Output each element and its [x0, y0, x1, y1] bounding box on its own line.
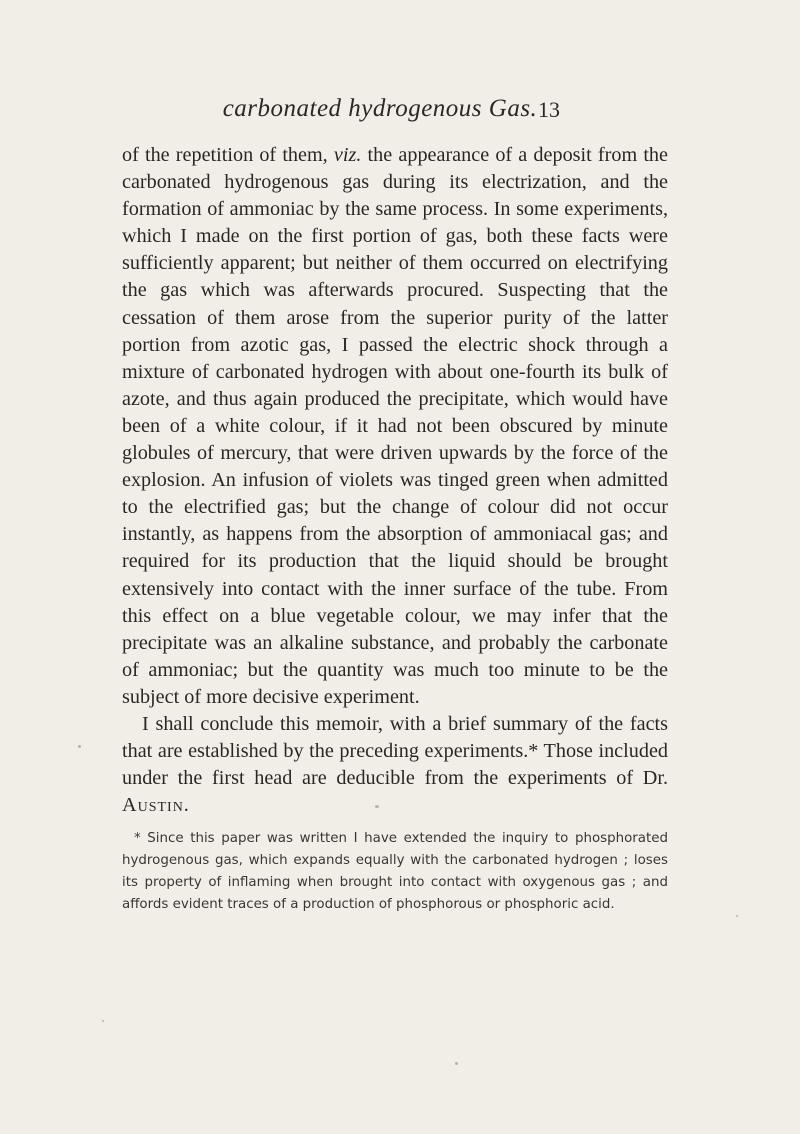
paper-speck — [375, 805, 379, 808]
page-number: 13 — [538, 97, 560, 122]
body-text — [122, 142, 668, 819]
paragraph-1-start: of the repetition of them, — [122, 144, 334, 166]
paragraph-1 — [122, 142, 668, 711]
paper-speck — [736, 915, 738, 917]
viz-abbreviation: viz. — [333, 144, 362, 166]
running-head-title: carbonated hydrogenous Gas. — [222, 95, 538, 122]
paper-speck — [78, 745, 81, 748]
paragraph-1-rest: the appearance of a deposit from the carbonated hydrogenous gas during its electrization, and the formation of ammoniac by the same process. In some experiments, which I made on the first portion of gas, both these facts were sufficiently apparent; but neither of them occurred on electrifying the gas which was afterwards procured. Suspecting that the cessation of them arose from the superior purity of the latter portion from azotic gas, I passed the electric shock through a mixture of carbonated hydrogen with about one-fourth its bulk of azote, and thus again produced the precipitate, which would have been of a white colour, if it had not been obscured by minute globules of mercury, that were driven upwards by the force of the explosion. An infusion of violets was tinged green when admitted to the electrified gas; but the change of colour did not occur instantly, as happens from the absorption of ammoniacal gas; and required for its production that the liquid should be brought extensively into contact with the inner surface of the tube. From this effect on a blue vegetable colour, we may infer that the precipitate was an alkaline substance, and probably the carbonate of ammoniac; but the quantity was much too minute to be the subject of more decisive experiment. — [122, 144, 668, 708]
paper-speck — [102, 1020, 104, 1022]
paper-speck — [455, 1062, 458, 1065]
paragraph-2 — [122, 711, 668, 819]
footnote — [122, 828, 668, 916]
paragraph-2-text: I shall conclude this memoir, with a brief summary of the facts that are established by the preceding experiments.* Those included under the first head are deducible from the experiments of Dr. — [122, 712, 668, 790]
author-name-austin: Austin. — [122, 794, 190, 817]
footnote-text: * Since this paper was written I have extended the inquiry to phosphorated hydrogenous gas, which expands equally with the carbonated hydrogen ; loses its property of inflaming when brought into contact with oxygenous gas ; and affords evident traces of a production of phosphorous or phosphoric acid. — [122, 831, 668, 912]
